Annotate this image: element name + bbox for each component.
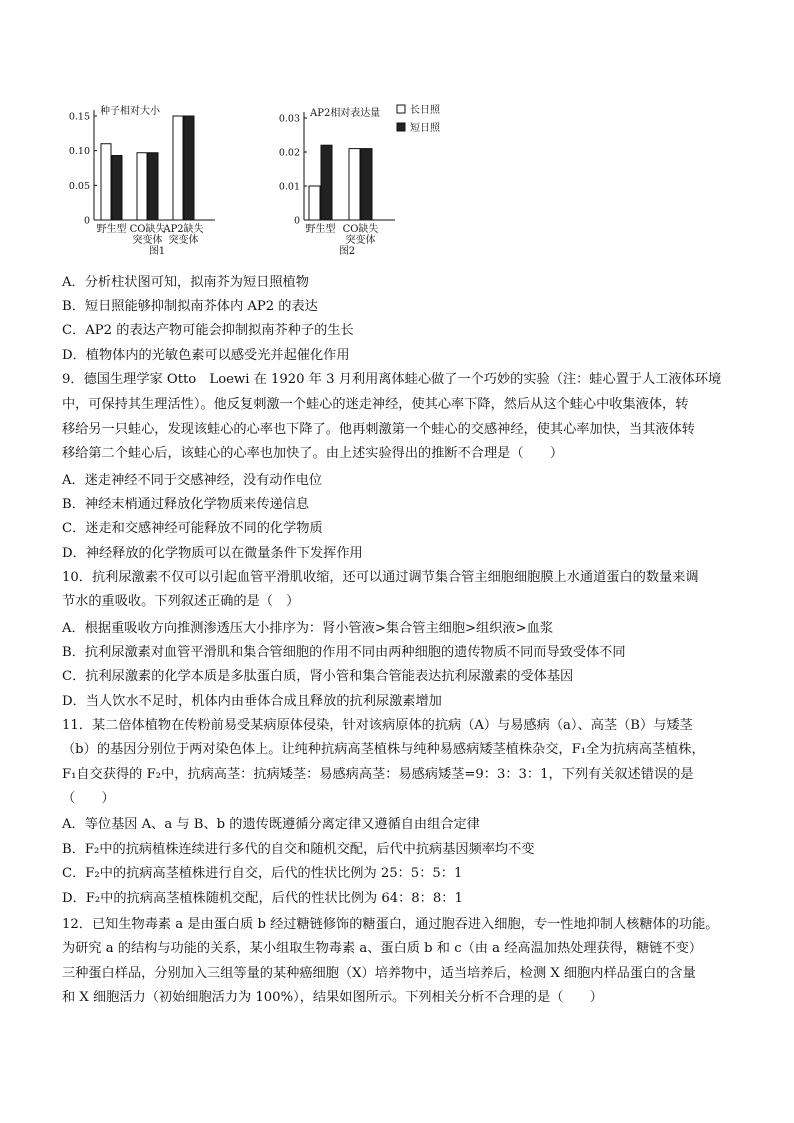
text-line: 10．抗利尿激素不仅可以引起血管平滑肌收缩，还可以通过调节集合管主细胞细胞膜上水通道蛋白的数量来调 [62, 570, 699, 585]
text-line: C．迷走和交感神经可能释放不同的化学物质 [62, 521, 323, 536]
y-tick-label: 0.02 [278, 147, 300, 159]
bar [321, 145, 332, 220]
bar-charts [62, 98, 462, 270]
chart-title: 种子相对大小 [100, 106, 160, 117]
bar [361, 149, 372, 220]
y-tick-label: 0.10 [68, 146, 90, 158]
bar [101, 144, 111, 220]
text-line: C．F₂中的抗病高茎植株进行自交，后代的性状比例为 25：5：5：1 [62, 866, 463, 881]
x-tick-label: AP2缺失 [163, 224, 204, 235]
legend-swatch [397, 105, 405, 113]
x-tick-label: 野生型 [305, 224, 336, 235]
text-line: A．根据重吸收方向推测渗透压大小排序为：肾小管液>集合管主细胞>组织液>血浆 [62, 621, 554, 636]
text-line: A．迷走神经不同于交感神经，没有动作电位 [62, 473, 323, 488]
bar [173, 116, 183, 220]
y-tick-label: 0.05 [68, 180, 90, 192]
chart-title: AP2相对表达量 [310, 108, 381, 119]
text-line: （ ） [62, 791, 115, 806]
y-tick-label: 0 [83, 215, 90, 227]
x-tick-label: CO缺失 [129, 224, 166, 235]
x-tick-label: CO缺失 [342, 224, 379, 235]
text-line: A．等位基因 A、a 与 B、b 的遗传既遵循分离定律又遵循自由组合定律 [62, 817, 480, 832]
text-line: D．植物体内的光敏色素可以感受光并起催化作用 [62, 348, 350, 363]
bar [184, 116, 194, 220]
text-line: B．神经末梢通过释放化学物质来传递信息 [62, 497, 310, 512]
text-line: B．短日照能够抑制拟南芥体内 AP2 的表达 [62, 299, 318, 314]
text-line: 11．某二倍体植物在传粉前易受某病原体侵染，针对该病原体的抗病（A）与易感病（a）、高茎（B）与矮茎 [62, 718, 693, 733]
text-line: D．F₂中的抗病高茎植株随机交配，后代的性状比例为 64：8：8：1 [62, 891, 463, 906]
y-tick-label: 0.01 [278, 181, 300, 193]
y-tick-label: 0.03 [278, 113, 300, 125]
y-tick-label: 0 [293, 215, 300, 227]
bar [112, 156, 122, 220]
bar [309, 186, 320, 220]
text-line: 移给第二个蛙心后，该蛙心的心率也加快了。由上述实验得出的推断不合理是（ ） [62, 446, 564, 461]
x-tick-label: 突变体 [132, 235, 163, 246]
figure-caption: 图1 [148, 246, 166, 257]
text-line: B．抗利尿激素对血管平滑肌和集合管细胞的作用不同由两种细胞的遗传物质不同而导致受体不同 [62, 645, 626, 660]
text-line: 为研究 a 的结构与功能的关系，某小组取生物毒素 a、蛋白质 b 和 c（由 a 经高温加热处理获得，糖链不变） [62, 941, 703, 956]
text-line: 中，可保持其生理活性）。他反复刺激一个蛙心的迷走神经，使其心率下降，然后从这个蛙心中收集液体，转 [62, 397, 689, 412]
text-line: 移给另一只蛙心，发现该蛙心的心率也下降了。他再刺激第一个蛙心的交感神经，使其心率加快，当其液体转 [62, 422, 695, 437]
text-line: 和 X 细胞活力（初始细胞活力为 100%），结果如图所示。下列相关分析不合理的是（ ） [62, 990, 603, 1005]
x-tick-label: 突变体 [345, 235, 376, 246]
text-line: （b）的基因分别位于两对染色体上。让纯种抗病高茎植株与纯种易感病矮茎植株杂交，F₁全为抗病高茎植株， [62, 742, 705, 757]
text-line: A．分析柱状图可知，拟南芥为短日照植物 [62, 275, 309, 290]
text-line: D．当人饮水不足时，机体内由垂体合成且释放的抗利尿激素增加 [62, 694, 442, 709]
text-line: D．神经释放的化学物质可以在微量条件下发挥作用 [62, 546, 363, 561]
text-line: F₁自交获得的 F₂中，抗病高茎：抗病矮茎：易感病高茎：易感病矮茎=9：3：3：1，下列有关叙述错误的是 [62, 767, 694, 782]
y-tick-label: 0.15 [68, 111, 90, 123]
text-line: 三种蛋白样品，分别加入三组等量的某种癌细胞（X）培养物中，适当培养后，检测 X 细胞内样品蛋白的含量 [62, 966, 696, 981]
figure-area [62, 98, 462, 270]
text-line: 节水的重吸收。下列叙述正确的是（ ） [62, 594, 300, 609]
legend-label: 短日照 [410, 123, 440, 134]
bar [349, 149, 360, 220]
text-line: 9．德国生理学家 Otto Loewi 在 1920 年 3 月利用离体蛙心做了一个巧妙的实验（注：蛙心置于人工液体环境 [62, 372, 722, 387]
legend-label: 长日照 [410, 105, 440, 116]
text-line: B．F₂中的抗病植株连续进行多代的自交和随机交配，后代中抗病基因频率均不变 [62, 842, 535, 857]
bar [137, 153, 147, 220]
x-tick-label: 野生型 [96, 224, 127, 235]
x-tick-label: 突变体 [168, 235, 199, 246]
text-line: C．AP2 的表达产物可能会抑制拟南芥种子的生长 [62, 323, 354, 338]
text-line: C．抗利尿激素的化学本质是多肽蛋白质，肾小管和集合管能表达抗利尿激素的受体基因 [62, 669, 574, 684]
bar [148, 153, 158, 220]
text-line: 12．已知生物毒素 a 是由蛋白质 b 经过糖链修饰的糖蛋白，通过胞吞进入细胞，专一性地抑制人核糖体的功能。 [62, 917, 719, 932]
legend-swatch [397, 123, 405, 131]
figure-caption: 图2 [338, 246, 356, 257]
